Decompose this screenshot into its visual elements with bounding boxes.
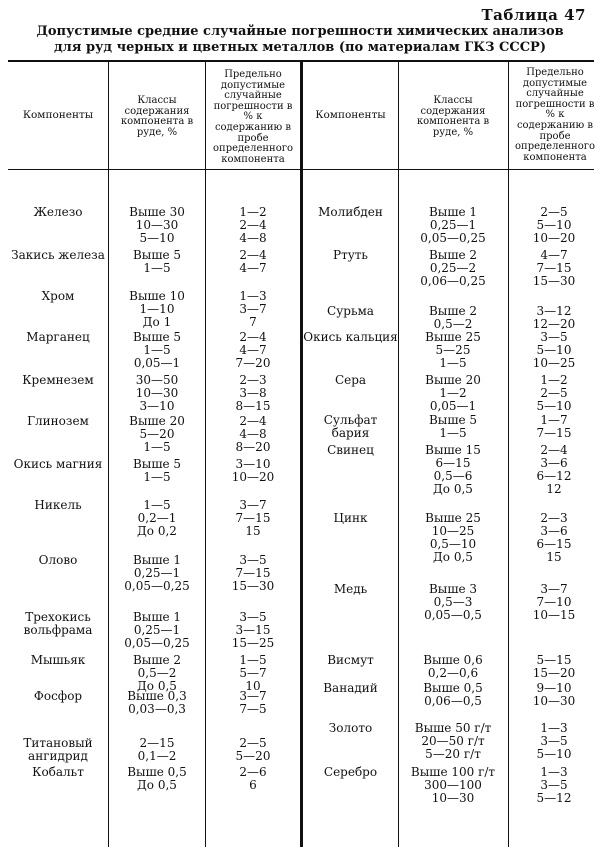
error-value: 8—15: [235, 399, 271, 413]
error-value: 3—7: [540, 582, 568, 596]
error-limits: [207, 331, 299, 370]
header-errors-left: Предельно допустимые случайные погрешности в % к содержанию в пробе определенного компонента: [213, 69, 293, 165]
error-value: 1—2: [540, 373, 568, 387]
error-value: 3—15: [235, 623, 271, 637]
content-classes: [400, 682, 506, 708]
class-value: 0,06—0,25: [420, 274, 486, 288]
error-value: 2—4: [239, 414, 267, 428]
header-errors-right: Предельно допустимые случайные погрешности в % к содержанию в пробе определенного компонента: [515, 67, 595, 163]
content-classes: [110, 374, 204, 413]
class-value: Выше 1: [428, 205, 478, 219]
component-name: Титановый ангидрид: [23, 736, 93, 763]
class-value: 1—5: [143, 470, 171, 484]
error-value: 2—3: [239, 373, 267, 387]
error-value: 1—7: [540, 413, 568, 427]
error-value: 2—6: [239, 765, 267, 779]
col-divider-4: [508, 61, 509, 847]
class-value: До 1: [142, 315, 172, 329]
class-value: Выше 5: [132, 330, 182, 344]
error-value: 10—20: [532, 231, 576, 245]
error-limits: [207, 654, 299, 693]
class-value: До 0,2: [137, 524, 177, 538]
error-value: 2—4: [540, 443, 568, 457]
class-value: 0,5—2: [433, 317, 473, 331]
error-value: 4—7: [239, 343, 267, 357]
class-value: 1—2: [439, 386, 467, 400]
error-limits: [510, 249, 598, 288]
component-name: Окись магния: [13, 457, 103, 471]
class-value: 0,2—0,6: [427, 666, 479, 680]
class-value: 0,05—1: [429, 399, 477, 413]
content-classes: [400, 583, 506, 622]
error-value: 5—10: [536, 399, 572, 413]
error-limits: [510, 722, 598, 761]
class-value: 1—5: [143, 498, 171, 512]
error-value: 3—5: [239, 553, 267, 567]
class-value: 5—20: [139, 427, 175, 441]
error-limits: [207, 415, 299, 454]
error-value: 6—15: [536, 537, 572, 551]
class-value: 10—25: [431, 524, 475, 538]
class-value: 10—30: [135, 386, 179, 400]
error-value: 15—30: [231, 579, 275, 593]
error-limits: [510, 305, 598, 331]
content-classes: [110, 249, 204, 275]
error-limits: [510, 583, 598, 622]
class-value: 1—5: [439, 426, 467, 440]
class-value: 0,06—0,5: [424, 694, 482, 708]
error-value: 10—25: [532, 356, 576, 370]
content-classes: [110, 290, 204, 329]
component-name: Ванадий: [323, 681, 378, 695]
error-value: 7—20: [235, 356, 271, 370]
content-classes: [110, 690, 204, 716]
class-value: Выше 50 г/т: [414, 721, 492, 735]
component-name: Медь: [333, 582, 368, 596]
error-value: 9—10: [536, 681, 572, 695]
component-name: Сульфат бария: [323, 413, 378, 440]
error-value: 15—25: [231, 636, 275, 650]
content-classes: [110, 331, 204, 370]
error-value: 15—20: [532, 666, 576, 680]
class-value: 0,5—3: [433, 595, 473, 609]
class-value: Выше 0,6: [423, 653, 483, 667]
error-value: 2—4: [239, 330, 267, 344]
class-value: 0,03—0,3: [128, 702, 186, 716]
col-divider-2: [205, 61, 206, 847]
error-value: 3—10: [235, 457, 271, 471]
class-value: До 0,5: [137, 778, 177, 792]
error-limits: [207, 766, 299, 792]
class-value: Выше 20: [425, 373, 481, 387]
component-name: Никель: [34, 498, 82, 512]
table-number: Таблица 47: [481, 6, 586, 24]
component-name: Сурьма: [327, 304, 374, 318]
error-value: 4—8: [239, 427, 267, 441]
class-value: 0,5—2: [137, 666, 177, 680]
error-value: 4—7: [239, 261, 267, 275]
class-value: 0,25—1: [133, 566, 181, 580]
component-name: Олово: [38, 553, 78, 567]
class-value: 30—50: [135, 373, 179, 387]
error-value: 1—3: [540, 721, 568, 735]
content-classes: [400, 374, 506, 413]
error-limits: [510, 444, 598, 496]
error-value: 15—30: [532, 274, 576, 288]
class-value: Выше 5: [132, 457, 182, 471]
class-value: 5—10: [139, 231, 175, 245]
content-classes: [110, 415, 204, 454]
class-value: 3—10: [139, 399, 175, 413]
error-limits: [510, 374, 598, 413]
class-value: 0,05—0,25: [124, 636, 190, 650]
component-name: Марганец: [26, 330, 90, 344]
error-value: 1—5: [239, 653, 267, 667]
component-name: Закись железа: [11, 248, 105, 262]
error-value: 6: [249, 778, 257, 792]
error-value: 5—10: [536, 747, 572, 761]
error-value: 5—10: [536, 218, 572, 232]
error-limits: [510, 512, 598, 564]
content-classes: [400, 249, 506, 288]
content-classes: [110, 206, 204, 245]
header-classes-left: Классы содержания компонента в руде, %: [120, 95, 194, 138]
class-value: 0,25—1: [429, 218, 477, 232]
class-value: Выше 100 г/т: [410, 765, 496, 779]
error-limits: [510, 331, 598, 370]
class-value: 20—50 г/т: [421, 734, 485, 748]
error-limits: [207, 458, 299, 484]
error-value: 5—15: [536, 653, 572, 667]
error-value: 6—12: [536, 469, 572, 483]
class-value: 5—25: [435, 343, 471, 357]
component-name: Глинозем: [27, 414, 89, 428]
table-title-line1: Допустимые средние случайные погрешности химических анализов: [36, 24, 564, 39]
error-value: 7—10: [536, 595, 572, 609]
error-limits: [510, 414, 598, 440]
component-name: Сера: [334, 373, 367, 387]
class-value: 0,1—2: [137, 749, 177, 763]
class-value: Выше 5: [132, 248, 182, 262]
error-value: 7: [249, 315, 257, 329]
component-name: Железо: [33, 205, 83, 219]
class-value: Выше 5: [428, 413, 478, 427]
class-value: 0,05—0,5: [424, 608, 482, 622]
component-name: Серебро: [323, 765, 378, 779]
error-value: 1—2: [239, 205, 267, 219]
class-value: 10—30: [431, 791, 475, 805]
error-limits: [207, 554, 299, 593]
error-limits: [207, 611, 299, 650]
error-value: 10—15: [532, 608, 576, 622]
class-value: Выше 20: [129, 414, 185, 428]
error-value: 4—8: [239, 231, 267, 245]
error-limits: [510, 682, 598, 708]
error-value: 2—4: [239, 218, 267, 232]
class-value: Выше 2: [428, 248, 478, 262]
error-value: 7—15: [536, 261, 572, 275]
error-limits: [207, 249, 299, 275]
class-value: 1—5: [143, 343, 171, 357]
error-value: 3—8: [239, 386, 267, 400]
col-divider-3: [398, 61, 399, 847]
content-classes: [400, 766, 506, 805]
class-value: 0,05—1: [133, 356, 181, 370]
class-value: Выше 0,5: [423, 681, 483, 695]
error-value: 12—20: [532, 317, 576, 331]
error-value: 7—15: [235, 511, 271, 525]
content-classes: [400, 444, 506, 496]
error-value: 1—3: [540, 765, 568, 779]
class-value: 5—20 г/т: [425, 747, 481, 761]
error-value: 3—7: [239, 302, 267, 316]
class-value: Выше 2: [132, 653, 182, 667]
error-value: 3—5: [540, 734, 568, 748]
content-classes: [110, 458, 204, 484]
content-classes: [110, 554, 204, 593]
error-limits: [207, 290, 299, 329]
class-value: Выше 25: [425, 511, 481, 525]
class-value: Выше 30: [129, 205, 185, 219]
class-value: Выше 1: [132, 610, 182, 624]
error-value: 3—5: [540, 778, 568, 792]
error-limits: [207, 737, 299, 763]
error-value: 5—20: [235, 749, 271, 763]
class-value: Выше 3: [428, 582, 478, 596]
content-classes: [400, 206, 506, 245]
class-value: Выше 0,3: [127, 689, 187, 703]
class-value: 0,25—1: [133, 623, 181, 637]
class-value: Выше 15: [425, 443, 481, 457]
class-value: До 0,5: [433, 482, 473, 496]
component-name: Фосфор: [33, 689, 83, 703]
error-value: 4—7: [540, 248, 568, 262]
content-classes: [400, 512, 506, 564]
table-title-line2: для руд черных и цветных металлов (по материалам ГКЗ СССР): [54, 40, 546, 55]
error-value: 10: [245, 679, 261, 693]
component-name: Кремнезем: [22, 373, 94, 387]
class-value: Выше 2: [428, 304, 478, 318]
class-value: 0,25—2: [429, 261, 477, 275]
error-value: 3—5: [239, 610, 267, 624]
error-value: 8—20: [235, 440, 271, 454]
error-value: 3—7: [239, 498, 267, 512]
class-value: 1—5: [439, 356, 467, 370]
error-value: 2—5: [540, 386, 568, 400]
error-limits: [510, 766, 598, 805]
error-value: 5—12: [536, 791, 572, 805]
content-classes: [110, 499, 204, 538]
content-classes: [110, 611, 204, 650]
content-classes: [400, 414, 506, 440]
component-name: Мышьяк: [30, 653, 86, 667]
class-value: 0,2—1: [137, 511, 177, 525]
error-value: 2—3: [540, 511, 568, 525]
class-value: 10—30: [135, 218, 179, 232]
error-value: 1—3: [239, 289, 267, 303]
content-classes: [400, 654, 506, 680]
content-classes: [110, 766, 204, 792]
header-classes-right: Классы содержания компонента в руде, %: [416, 95, 490, 138]
error-value: 7—5: [239, 702, 267, 716]
error-value: 5—7: [239, 666, 267, 680]
class-value: Выше 25: [425, 330, 481, 344]
class-value: 300—100: [424, 778, 482, 792]
error-limits: [207, 374, 299, 413]
content-classes: [110, 654, 204, 693]
class-value: 1—5: [143, 261, 171, 275]
component-name: Окись кальция: [303, 330, 398, 344]
class-value: 0,5—6: [433, 469, 473, 483]
error-limits: [207, 499, 299, 538]
class-value: До 0,5: [433, 550, 473, 564]
error-value: 15: [546, 550, 562, 564]
class-value: Выше 1: [132, 553, 182, 567]
error-value: 15: [245, 524, 261, 538]
component-name: Висмут: [327, 653, 374, 667]
class-value: 6—15: [435, 456, 471, 470]
error-value: 3—6: [540, 456, 568, 470]
component-name: Свинец: [327, 443, 374, 457]
content-classes: [110, 737, 204, 763]
component-name: Трехокись вольфрама: [23, 610, 93, 637]
error-value: 10—30: [532, 694, 576, 708]
component-name: Золото: [328, 721, 373, 735]
error-value: 7—15: [235, 566, 271, 580]
component-name: Молибден: [318, 205, 383, 219]
error-limits: [510, 654, 598, 680]
error-value: 10—20: [231, 470, 275, 484]
class-value: 1—5: [143, 440, 171, 454]
component-name: Хром: [41, 289, 75, 303]
class-value: Выше 10: [129, 289, 185, 303]
error-limits: [510, 206, 598, 245]
component-name: Кобальт: [32, 765, 84, 779]
error-value: 3—5: [540, 330, 568, 344]
component-name: Ртуть: [333, 248, 368, 262]
error-value: 5—10: [536, 343, 572, 357]
class-value: 2—15: [139, 736, 175, 750]
header-components-right: Компоненты: [315, 109, 386, 121]
class-value: 0,05—0,25: [420, 231, 486, 245]
error-value: 2—4: [239, 248, 267, 262]
class-value: 0,05—0,25: [124, 579, 190, 593]
error-value: 7—15: [536, 426, 572, 440]
class-value: Выше 0,5: [127, 765, 187, 779]
class-value: 0,5—10: [429, 537, 477, 551]
error-limits: [207, 690, 299, 716]
error-value: 3—6: [540, 524, 568, 538]
header-components-left: Компоненты: [22, 109, 94, 121]
class-value: 1—10: [139, 302, 175, 316]
error-value: 2—5: [239, 736, 267, 750]
error-limits: [207, 206, 299, 245]
error-value: 2—5: [540, 205, 568, 219]
content-classes: [400, 331, 506, 370]
content-classes: [400, 722, 506, 761]
error-value: 3—12: [536, 304, 572, 318]
class-value: До 0,5: [137, 679, 177, 693]
component-name: Цинк: [333, 511, 368, 525]
col-divider-1: [108, 61, 109, 847]
error-value: 3—7: [239, 689, 267, 703]
error-value: 12: [546, 482, 562, 496]
content-classes: [400, 305, 506, 331]
